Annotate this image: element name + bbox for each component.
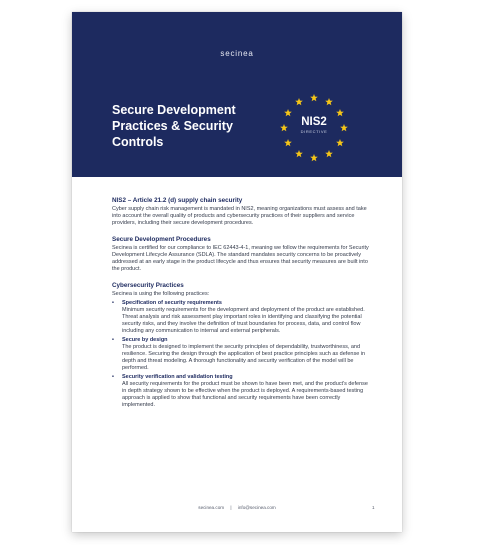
section-heading-supply-chain: NIS2 – Article 21.2 (d) supply chain security (112, 197, 243, 204)
header-banner (72, 12, 402, 177)
list-item (112, 300, 370, 335)
star-icon (336, 139, 344, 146)
footer-separator: | (230, 505, 232, 510)
list-item (112, 374, 370, 409)
bullet-icon: • (112, 337, 114, 343)
practice-text: All security requirements for the product must be shown to have been met, and the product's defense in depth strategy shown to be effective when the product is deployed. A requirements-based testing approach is applied to show that functional and security requirements have been correctly implemented. (122, 381, 368, 408)
bullet-icon: • (112, 374, 114, 380)
section-text-secure-development: Secinea is certified for our compliance to IEC 62443-4-1, meaning we follow the requirements for Security Development Lifecycle Assurance (SDLA). The standard mandates security concerns to be proactively addressed at an early stage in the product lifecycle and thus ensures that security measures are built into the product. (112, 245, 369, 272)
footer-website-link[interactable]: secinea.com (198, 505, 225, 510)
star-icon (295, 150, 303, 157)
practice-text: The product is designed to implement the security principles of dependability, trustworthiness, and resilience. Securing the design through the application of best practice principles such as defense in depth and threat modeling. A thorough functionality and security verification of the model will be performed. (122, 344, 366, 371)
page-number: 1 (372, 505, 375, 510)
document-title: Secure Development Practices & Security Controls (112, 103, 236, 149)
nis2-badge-label: NIS2 (301, 116, 327, 128)
star-icon (310, 154, 318, 161)
section-text-supply-chain: Cyber supply chain risk management is mandated in NIS2, meaning organizations must assess and take into account the overall quality of products and cybersecurity practices of their suppliers and service providers, including their secure development procedures. (112, 206, 367, 226)
star-icon (325, 98, 333, 105)
practice-title: Specification of security requirements (122, 300, 222, 306)
brand-logo: secinea (220, 49, 254, 58)
practice-text: Minimum security requirements for the development and deployment of the product are established. Threat analysis and risk assessment play important roles in identifying and classifying the potential security risks, and they involve the definition of trust boundaries for process, data, and control flow including any communication to internal and external peripherals. (122, 307, 365, 334)
section-heading-practices: Cybersecurity Practices (112, 282, 184, 289)
star-icon (310, 94, 318, 101)
star-icon (284, 139, 292, 146)
eu-stars-icon (278, 92, 350, 164)
practice-title: Security verification and validation testing (122, 374, 233, 380)
document-body (112, 197, 370, 411)
practice-title: Secure by design (122, 337, 168, 343)
nis2-badge-sublabel: DIRECTIVE (300, 129, 328, 134)
section-heading-secure-development: Secure Development Procedures (112, 236, 211, 243)
page-footer (72, 505, 402, 510)
list-item (112, 337, 370, 372)
bullet-icon: • (112, 300, 114, 306)
section-text-practices: Secinea is using the following practices: (112, 291, 210, 297)
star-icon (295, 98, 303, 105)
practices-list (112, 300, 370, 409)
star-icon (325, 150, 333, 157)
footer-email-link[interactable]: info@secinea.com (237, 505, 276, 510)
document-page (72, 12, 402, 532)
